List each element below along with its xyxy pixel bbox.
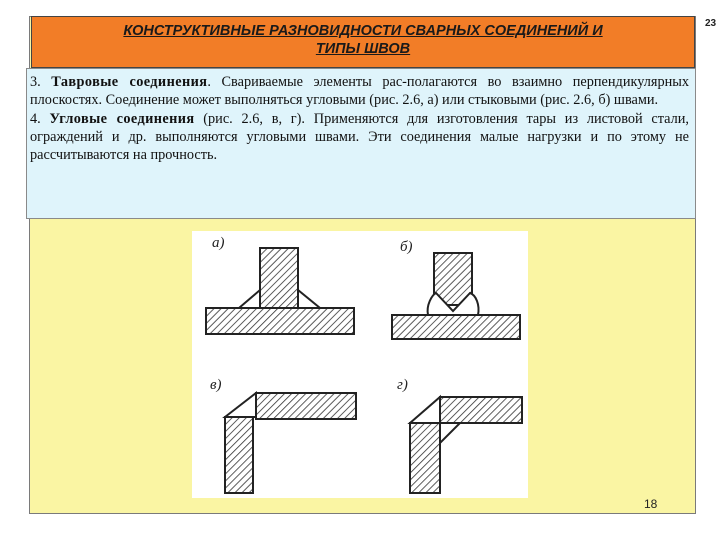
text-block bbox=[26, 68, 696, 219]
figure-label-a: а) bbox=[212, 235, 225, 251]
figure-label-b: б) bbox=[400, 239, 413, 255]
slide-number: 18 bbox=[644, 497, 658, 511]
paragraph-text: (рис. 2.6, в, г). Применяются для изготовления тары из листовой стали, ограждений и др. выполняются угловыми швами. Эти соединения малые нагрузки и по этому не рассчитываются на прочность. bbox=[30, 110, 690, 164]
paragraph-tee-joints bbox=[30, 73, 689, 110]
paragraph-corner-joints bbox=[30, 110, 689, 165]
weld-joints-figure bbox=[192, 231, 528, 498]
paragraph-number: 3. bbox=[30, 74, 41, 90]
tee-joint-fillet-drawing bbox=[206, 248, 354, 334]
figure-label-d: г) bbox=[397, 377, 408, 393]
paragraph-term: Тавровые соединения bbox=[51, 74, 208, 90]
figure-label-c: в) bbox=[210, 377, 222, 393]
paragraph-number: 4. bbox=[30, 110, 41, 127]
corner-page-number: 23 bbox=[705, 18, 717, 29]
slide-title bbox=[31, 16, 695, 68]
paragraph-text: . Свариваемые элементы рас-полагаются во взаимно перпендикулярных плоскостях. Соединение может выполняться угловыми (рис. 2.6, а) или стыковыми (рис. 2.6, б) швами. bbox=[30, 74, 689, 109]
slide-title-line2: ТИПЫ ШВОВ bbox=[315, 41, 411, 57]
paragraph-term: Угловые соединения bbox=[49, 110, 195, 127]
slide-title-line1: КОНСТРУКТИВНЫЕ РАЗНОВИДНОСТИ СВАРНЫХ СОЕДИНЕНИЙ И bbox=[123, 23, 603, 39]
corner-joint-inside-drawing bbox=[410, 397, 522, 493]
weld-joints-drawing bbox=[192, 231, 528, 498]
tee-joint-groove-drawing bbox=[392, 253, 520, 339]
corner-joint-outside-drawing bbox=[225, 393, 356, 493]
